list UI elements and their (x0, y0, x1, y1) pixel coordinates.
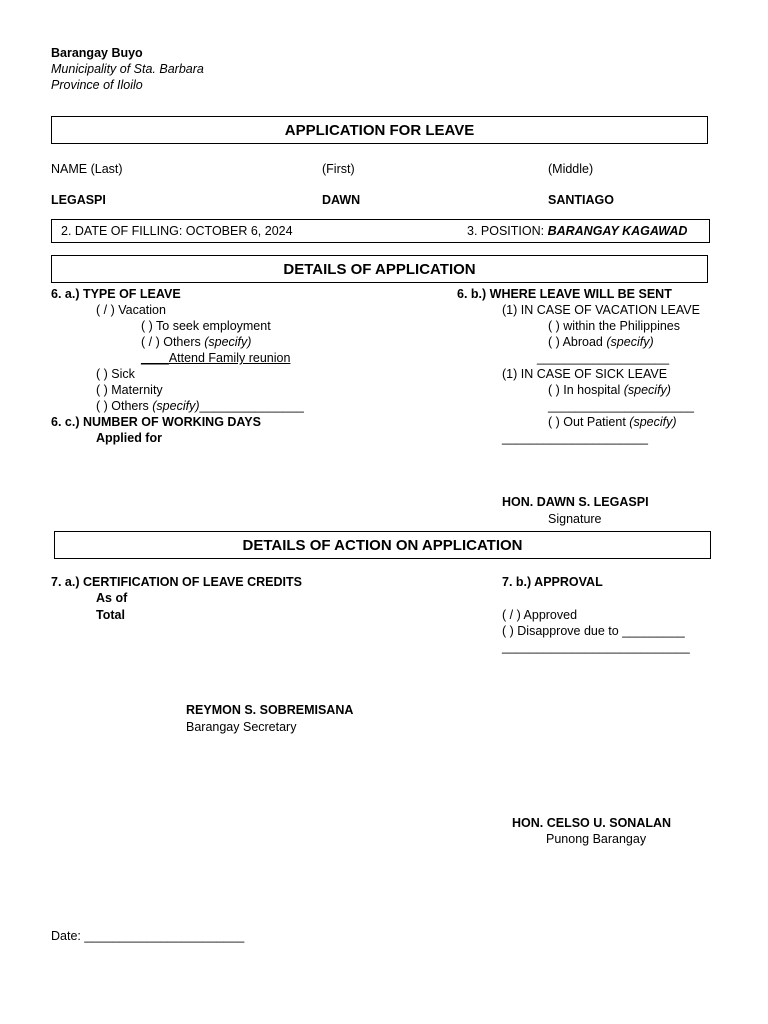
others-option (96, 400, 304, 413)
date-field (51, 930, 244, 943)
details-title-box (51, 255, 708, 283)
last-name-label: NAME (Last) (51, 162, 123, 176)
others-blank: _______________ (199, 399, 304, 413)
others-vacation-prefix: ( / ) Others (141, 335, 205, 349)
hospital-option (548, 384, 671, 397)
where-sent-heading: 6. b.) WHERE LEAVE WILL BE SENT (457, 287, 672, 301)
approved-option: ( / ) Approved (502, 608, 578, 622)
sick-case-label: (1) IN CASE OF SICK LEAVE (502, 367, 668, 381)
abroad-prefix: ( ) Abroad (548, 335, 607, 349)
others-vacation-option (141, 336, 251, 349)
others-vacation-specify: (specify) (204, 335, 252, 349)
disapprove-blank: ___________________________ (502, 640, 690, 654)
barangay-name: Barangay Buyo (51, 46, 143, 60)
seek-employment-option: ( ) To seek employment (141, 319, 271, 333)
position-value: BARANGAY KAGAWAD (547, 224, 688, 238)
vacation-option: ( / ) Vacation (96, 303, 166, 317)
punong-name: HON. CELSO U. SONALAN (512, 816, 672, 830)
abroad-option (548, 336, 654, 349)
outpatient-prefix: ( ) Out Patient (548, 415, 630, 429)
type-of-leave-heading: 6. a.) TYPE OF LEAVE (51, 287, 181, 301)
secretary-title: Barangay Secretary (186, 720, 297, 734)
date-label: Date: (51, 929, 85, 943)
action-title-box (54, 531, 711, 559)
action-title: DETAILS OF ACTION ON APPLICATION (242, 537, 523, 554)
outpatient-option (548, 416, 677, 429)
certification-heading: 7. a.) CERTIFICATION OF LEAVE CREDITS (51, 575, 302, 589)
signature-label: Signature (548, 512, 602, 526)
province-name: Province of Iloilo (51, 78, 143, 92)
last-name-value: LEGASPI (51, 193, 106, 207)
vacation-case-label: (1) IN CASE OF VACATION LEAVE (502, 303, 700, 317)
middle-name-label: (Middle) (548, 162, 594, 176)
middle-name-value: SANTIAGO (548, 193, 614, 207)
others-vacation-value: Attend Family reunion (168, 351, 291, 365)
position-field (467, 225, 687, 238)
punong-title: Punong Barangay (546, 832, 647, 846)
hospital-specify: (specify) (623, 383, 671, 397)
position-label: 3. POSITION: (467, 224, 548, 238)
date-of-filing: 2. DATE OF FILLING: OCTOBER 6, 2024 (61, 224, 293, 238)
first-name-value: DAWN (322, 193, 361, 207)
approval-heading: 7. b.) APPROVAL (502, 575, 603, 589)
maternity-option: ( ) Maternity (96, 383, 163, 397)
form-title: APPLICATION FOR LEAVE (284, 122, 475, 139)
municipality-name: Municipality of Sta. Barbara (51, 62, 204, 76)
secretary-name: REYMON S. SOBREMISANA (186, 703, 354, 717)
disapprove-option: ( ) Disapprove due to _________ (502, 624, 685, 638)
within-ph-option: ( ) within the Philippines (548, 319, 681, 333)
hospital-blank: _____________________ (548, 399, 694, 413)
details-title: DETAILS OF APPLICATION (283, 261, 476, 278)
applied-for-label: Applied for (96, 431, 162, 445)
total-label: Total (96, 608, 125, 622)
others-prefix: ( ) Others (96, 399, 153, 413)
sick-option: ( ) Sick (96, 367, 135, 381)
others-vacation-reason (141, 352, 290, 365)
others-vacation-lead: ____ (141, 351, 169, 365)
working-days-heading: 6. c.) NUMBER OF WORKING DAYS (51, 415, 261, 429)
outpatient-blank: _____________________ (502, 431, 648, 445)
date-blank: _______________________ (84, 929, 245, 943)
hospital-prefix: ( ) In hospital (548, 383, 624, 397)
title-box (51, 116, 708, 144)
applicant-name: HON. DAWN S. LEGASPI (502, 495, 649, 509)
abroad-blank: ___________________ (537, 351, 670, 365)
others-specify: (specify) (152, 399, 200, 413)
filing-box (51, 219, 710, 243)
first-name-label: (First) (322, 162, 355, 176)
as-of-label: As of (96, 591, 128, 605)
outpatient-specify: (specify) (629, 415, 677, 429)
abroad-specify: (specify) (606, 335, 654, 349)
